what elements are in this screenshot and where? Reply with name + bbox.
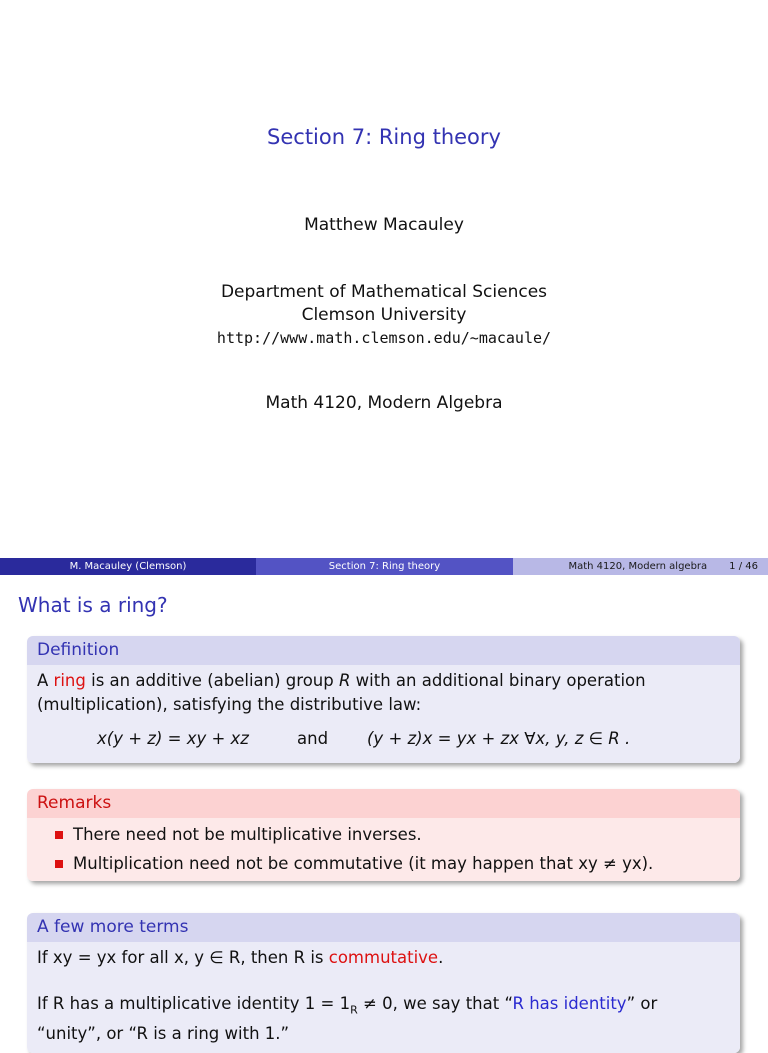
footer-course-label: Math 4120, Modern algebra (568, 561, 708, 572)
slide-footer (0, 558, 768, 575)
author-name: Matthew Macauley (304, 215, 464, 235)
definition-text-b: is an additive (abelian) group (85, 671, 339, 690)
identity-text-b: ≠ 0, we say that “ (357, 994, 513, 1013)
right-distributive: (y + z)x = yx + zx ∀x, y, z ∈ R . (367, 729, 631, 748)
content-slide (0, 575, 768, 1044)
definition-body (27, 665, 740, 763)
definition-text-a: A (37, 671, 54, 690)
definition-heading: Definition (27, 636, 740, 665)
more-terms-heading: A few more terms (27, 913, 740, 942)
list-item (37, 849, 730, 878)
footer-section: Section 7: Ring theory (256, 558, 513, 575)
university: Clemson University (301, 305, 467, 325)
symbol-r: R (338, 671, 351, 690)
commutative-line (37, 946, 730, 970)
institution-block (0, 281, 768, 350)
more-terms-block (27, 913, 740, 1053)
remarks-heading: Remarks (27, 789, 740, 818)
identity-subscript: R (350, 1003, 358, 1017)
left-distributive: x(y + z) = xy + xz (97, 729, 249, 748)
identity-text-a: If R has a multiplicative identity 1 = 1 (37, 994, 351, 1013)
term-has-identity: R has identity (512, 994, 627, 1013)
course-name: Math 4120, Modern Algebra (265, 393, 503, 413)
unity-line: “unity”, or “R is a ring with 1.” (37, 1024, 290, 1044)
frame-title: What is a ring? (18, 593, 168, 617)
identity-line (37, 992, 730, 1022)
commutative-end: . (438, 948, 444, 967)
remark-text: Multiplication need not be commutative (it may happen that xy ≠ yx). (73, 853, 654, 873)
footer-author: M. Macauley (Clemson) (0, 558, 256, 575)
author-url[interactable]: http://www.math.clemson.edu/~macaule/ (216, 329, 552, 347)
footer-page-number: 1 / 46 (729, 561, 758, 572)
term-ring: ring (53, 671, 86, 690)
definition-text (37, 669, 730, 717)
footer-course (513, 558, 768, 575)
equation-and: and (297, 729, 329, 748)
term-commutative: commutative (328, 948, 439, 967)
more-terms-body (27, 942, 740, 1053)
remarks-body (27, 818, 740, 881)
department: Department of Mathematical Sciences (220, 282, 548, 302)
distributive-law-equation (37, 727, 730, 751)
bullet-square-icon (55, 831, 63, 839)
spacer (37, 970, 730, 992)
definition-block (27, 636, 740, 763)
identity-text-c: ” or (626, 994, 658, 1013)
bullet-square-icon (55, 860, 63, 868)
remark-text: There need not be multiplicative inverses. (73, 824, 422, 844)
commutative-text: If xy = yx for all x, y ∈ R, then R is (37, 948, 329, 967)
list-item (37, 820, 730, 849)
definition-text-c: with an additional binary operation (multiplication), satisfying the distributive law: (37, 671, 646, 714)
remarks-block (27, 789, 740, 881)
presentation-title: Section 7: Ring theory (267, 125, 501, 149)
